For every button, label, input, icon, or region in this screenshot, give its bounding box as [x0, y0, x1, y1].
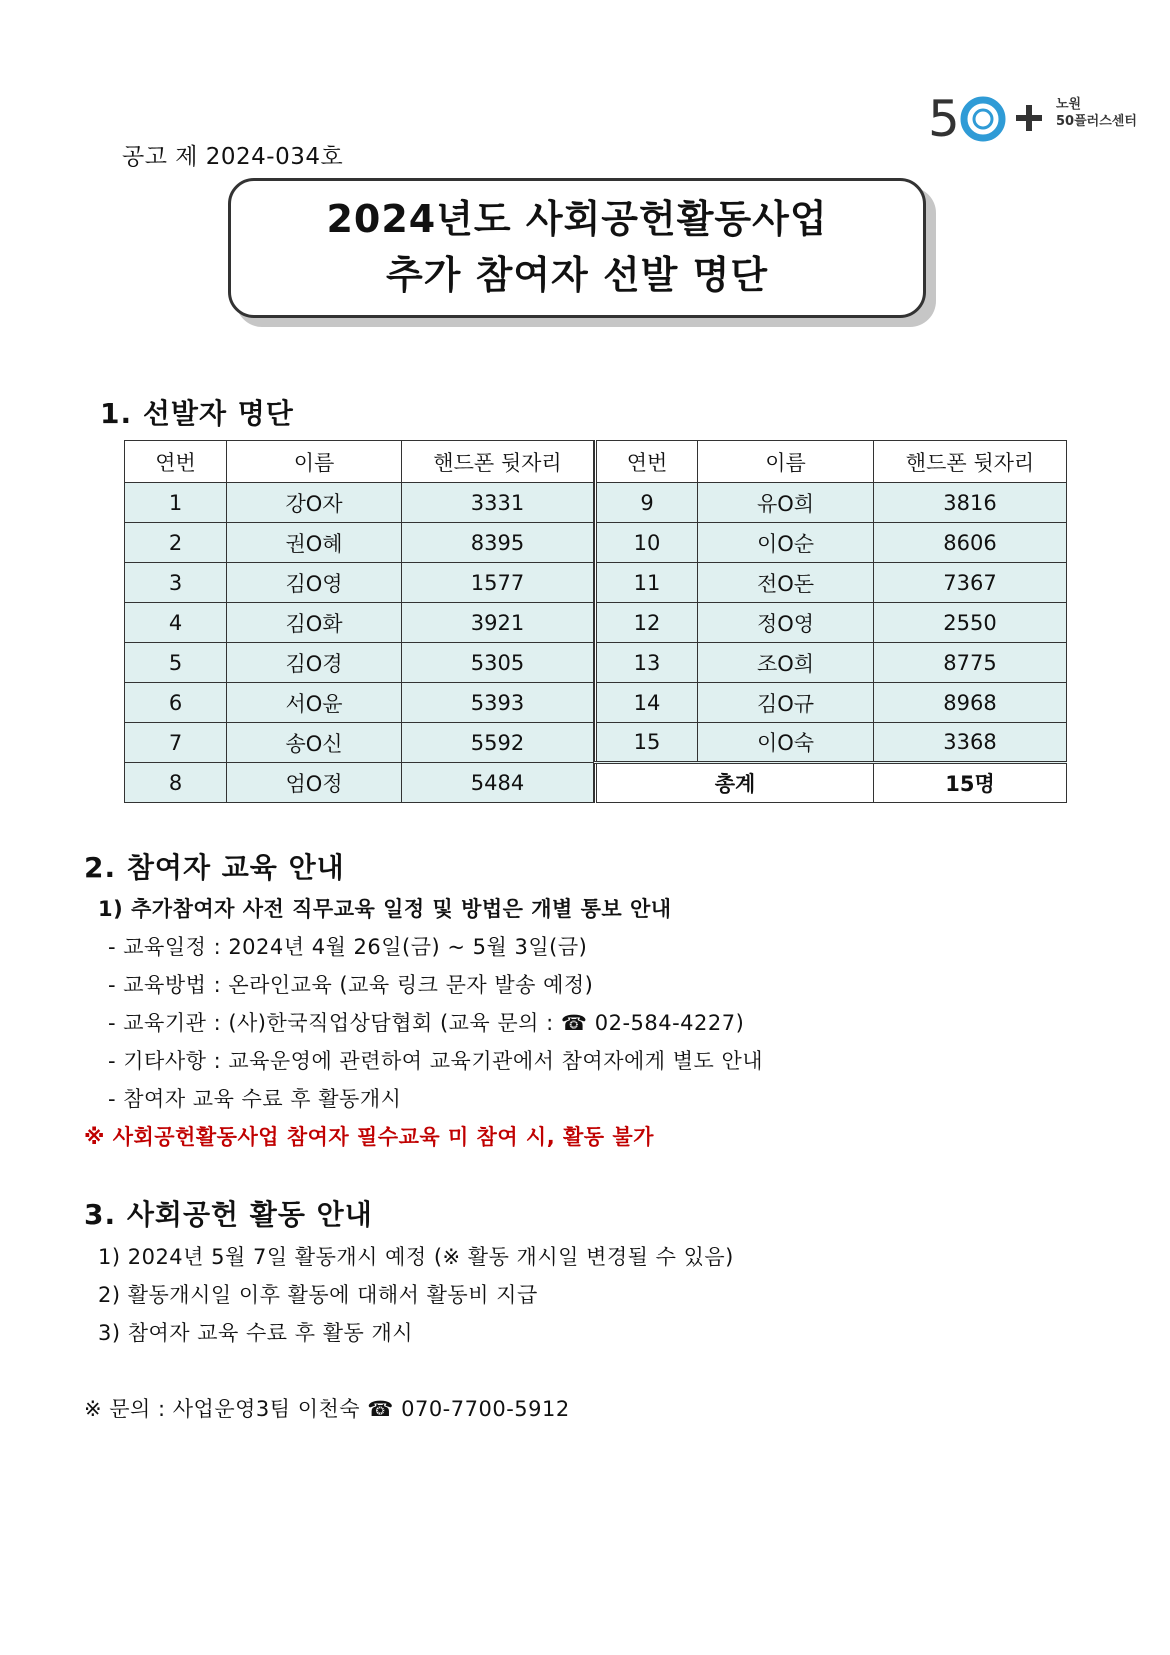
contact-info: ※ 문의 : 사업운영3팀 이천숙 ☎ 070-7700-5912 — [84, 1397, 570, 1421]
cell-phone: 1577 — [402, 563, 594, 603]
table-header-row — [125, 441, 594, 483]
cell-name: 강O자 — [227, 483, 402, 523]
logo-line1: 노원 — [1056, 97, 1082, 112]
education-warning: ※ 사회공헌활동사업 참여자 필수교육 미 참여 시, 활동 불가 — [84, 1125, 654, 1149]
table-total-row — [596, 763, 1067, 803]
cell-name: 정O영 — [698, 603, 874, 643]
table-row — [596, 643, 1067, 683]
education-other: - 기타사항 : 교육운영에 관련하여 교육기관에서 참여자에게 별도 안내 — [108, 1049, 764, 1073]
title-line2: 추가 참여자 선발 명단 — [385, 253, 769, 297]
col-header-phone: 핸드폰 뒷자리 — [402, 441, 594, 483]
cell-no: 9 — [596, 483, 698, 523]
cell-phone: 3368 — [874, 723, 1067, 763]
cell-no: 11 — [596, 563, 698, 603]
education-start: - 참여자 교육 수료 후 활동개시 — [108, 1087, 402, 1111]
cell-name: 권O혜 — [227, 523, 402, 563]
title-line1: 2024년도 사회공헌활동사업 — [326, 197, 828, 241]
cell-no: 8 — [125, 763, 227, 803]
cell-phone: 8775 — [874, 643, 1067, 683]
cell-name: 김O영 — [227, 563, 402, 603]
cell-phone: 8395 — [402, 523, 594, 563]
cell-no: 13 — [596, 643, 698, 683]
table-row — [596, 723, 1067, 763]
table-row — [596, 603, 1067, 643]
table-row — [125, 483, 594, 523]
cell-no: 4 — [125, 603, 227, 643]
table-row — [125, 723, 594, 763]
cell-no: 10 — [596, 523, 698, 563]
cell-phone: 3816 — [874, 483, 1067, 523]
center-logo — [928, 88, 1148, 144]
cell-name: 김O화 — [227, 603, 402, 643]
section3-heading: 3. 사회공헌 활동 안내 — [84, 1198, 373, 1231]
cell-phone: 7367 — [874, 563, 1067, 603]
table-row — [125, 603, 594, 643]
cell-no: 15 — [596, 723, 698, 763]
col-header-name: 이름 — [227, 441, 402, 483]
table-row — [596, 523, 1067, 563]
cell-name: 유O희 — [698, 483, 874, 523]
col-header-no: 연번 — [125, 441, 227, 483]
activity-item3: 3) 참여자 교육 수료 후 활동 개시 — [98, 1321, 414, 1345]
cell-name: 김O규 — [698, 683, 874, 723]
col-header-no: 연번 — [596, 441, 698, 483]
logo-line2: 50플러스센터 — [1056, 114, 1137, 129]
cell-name: 김O경 — [227, 643, 402, 683]
selection-table-right — [594, 440, 1067, 803]
total-label: 총계 — [596, 763, 874, 803]
cell-phone: 2550 — [874, 603, 1067, 643]
cell-name: 이O숙 — [698, 723, 874, 763]
cell-name: 엄O정 — [227, 763, 402, 803]
cell-phone: 5305 — [402, 643, 594, 683]
title-box — [228, 178, 926, 318]
cell-phone: 5592 — [402, 723, 594, 763]
table-header-row — [596, 441, 1067, 483]
table-row — [125, 763, 594, 803]
cell-phone: 5393 — [402, 683, 594, 723]
section2-heading: 2. 참여자 교육 안내 — [84, 851, 345, 884]
cell-name: 서O윤 — [227, 683, 402, 723]
education-institution: - 교육기관 : (사)한국직업상담협회 (교육 문의 : ☎ 02-584-4227) — [108, 1011, 745, 1035]
table-row — [596, 563, 1067, 603]
education-method: - 교육방법 : 온라인교육 (교육 링크 문자 발송 예정) — [108, 973, 594, 997]
cell-no: 6 — [125, 683, 227, 723]
table-row — [596, 483, 1067, 523]
total-value: 15명 — [874, 763, 1067, 803]
svg-text:5: 5 — [928, 90, 960, 144]
cell-phone: 5484 — [402, 763, 594, 803]
cell-no: 3 — [125, 563, 227, 603]
cell-name: 송O신 — [227, 723, 402, 763]
selection-table-left — [124, 440, 594, 803]
table-row — [125, 643, 594, 683]
cell-no: 1 — [125, 483, 227, 523]
col-header-phone: 핸드폰 뒷자리 — [874, 441, 1067, 483]
table-row — [596, 683, 1067, 723]
education-schedule: - 교육일정 : 2024년 4월 26일(금) ~ 5월 3일(금) — [108, 935, 588, 959]
cell-name: 전O돈 — [698, 563, 874, 603]
table-row — [125, 683, 594, 723]
cell-name: 조O희 — [698, 643, 874, 683]
education-item1: 1) 추가참여자 사전 직무교육 일정 및 방법은 개별 통보 안내 — [98, 897, 672, 921]
table-row — [125, 563, 594, 603]
cell-phone: 3331 — [402, 483, 594, 523]
cell-no: 14 — [596, 683, 698, 723]
table-row — [125, 523, 594, 563]
cell-phone: 8968 — [874, 683, 1067, 723]
col-header-name: 이름 — [698, 441, 874, 483]
cell-phone: 3921 — [402, 603, 594, 643]
cell-name: 이O순 — [698, 523, 874, 563]
activity-item2: 2) 활동개시일 이후 활동에 대해서 활동비 지급 — [98, 1283, 538, 1307]
activity-item1: 1) 2024년 5월 7일 활동개시 예정 (※ 활동 개시일 변경될 수 있음) — [98, 1245, 734, 1269]
logo-mark-icon — [928, 88, 1056, 144]
cell-phone: 8606 — [874, 523, 1067, 563]
cell-no: 7 — [125, 723, 227, 763]
notice-number: 공고 제 2024-034호 — [122, 144, 344, 170]
cell-no: 2 — [125, 523, 227, 563]
section1-heading: 1. 선발자 명단 — [100, 397, 294, 430]
cell-no: 12 — [596, 603, 698, 643]
cell-no: 5 — [125, 643, 227, 683]
